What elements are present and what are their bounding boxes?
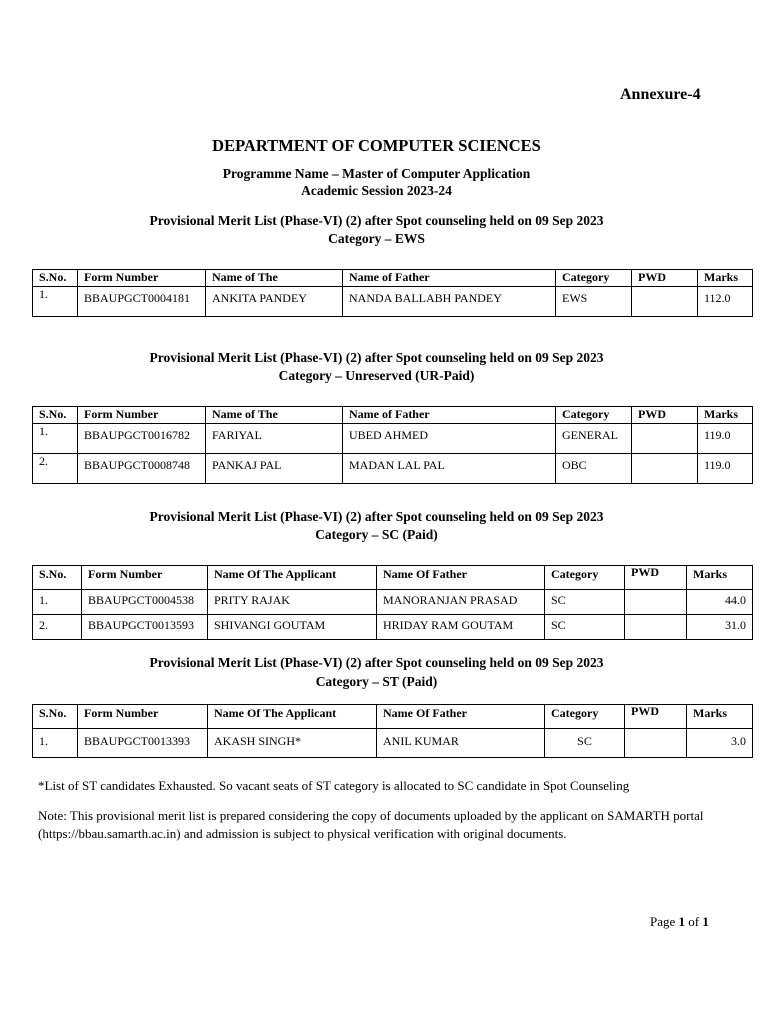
header-applicant-name: Name Of The Applicant xyxy=(208,566,377,590)
cell-sno: 1. xyxy=(33,287,78,317)
header-sno: S.No. xyxy=(33,407,78,424)
cell-marks: 31.0 xyxy=(687,615,753,640)
cell-category: SC xyxy=(545,590,625,615)
cell-category: GENERAL xyxy=(556,424,632,454)
table-header-row xyxy=(33,566,753,590)
header-applicant-name: Name of The xyxy=(206,270,343,287)
cell-applicant-name: FARIYAL xyxy=(206,424,343,454)
page-number xyxy=(650,914,709,930)
cell-category: SC xyxy=(545,615,625,640)
table-row xyxy=(33,590,753,615)
cell-father-name: MADAN LAL PAL xyxy=(343,454,556,484)
page-of-label: of xyxy=(688,914,700,929)
page-current: 1 xyxy=(678,914,686,929)
table-row xyxy=(33,287,753,317)
header-category: Category xyxy=(556,407,632,424)
cell-applicant-name: ANKITA PANDEY xyxy=(206,287,343,317)
programme-name: Programme Name – Master of Computer Application xyxy=(222,166,531,181)
header-applicant-name: Name Of The Applicant xyxy=(208,705,377,729)
cell-pwd xyxy=(632,454,698,484)
cell-applicant-name: PRITY RAJAK xyxy=(208,590,377,615)
page-total: 1 xyxy=(702,914,709,929)
section-category-sc: Category – SC (Paid) xyxy=(315,527,438,542)
cell-category: SC xyxy=(545,729,625,758)
header-father-name: Name of Father xyxy=(343,407,556,424)
header-sno: S.No. xyxy=(33,705,78,729)
table-row xyxy=(33,454,753,484)
cell-marks: 112.0 xyxy=(698,287,753,317)
cell-pwd xyxy=(632,424,698,454)
cell-father-name: UBED AHMED xyxy=(343,424,556,454)
cell-sno: 1. xyxy=(33,424,78,454)
header-form-number: Form Number xyxy=(78,270,206,287)
header-father-name: Name Of Father xyxy=(377,566,545,590)
section-title-ur: Provisional Merit List (Phase-VI) (2) after Spot counseling held on 09 Sep 2023 xyxy=(149,350,604,365)
header-marks: Marks xyxy=(687,705,753,729)
cell-applicant-name: AKASH SINGH* xyxy=(208,729,377,758)
section-title-ews: Provisional Merit List (Phase-VI) (2) after Spot counseling held on 09 Sep 2023 xyxy=(149,213,604,228)
cell-marks: 119.0 xyxy=(698,454,753,484)
header-category: Category xyxy=(545,705,625,729)
section-category-ews: Category – EWS xyxy=(328,231,425,246)
header-father-name: Name Of Father xyxy=(377,705,545,729)
department-title: DEPARTMENT OF COMPUTER SCIENCES xyxy=(212,136,541,155)
cell-pwd xyxy=(625,729,687,758)
cell-applicant-name: PANKAJ PAL xyxy=(206,454,343,484)
header-form-number: Form Number xyxy=(82,566,208,590)
annexure-label: Annexure-4 xyxy=(620,86,701,103)
cell-category: OBC xyxy=(556,454,632,484)
header-form-number: Form Number xyxy=(78,407,206,424)
header-pwd: PWD xyxy=(625,566,687,590)
cell-form-number: BBAUPGCT0013393 xyxy=(78,729,208,758)
section-title-st: Provisional Merit List (Phase-VI) (2) after Spot counseling held on 09 Sep 2023 xyxy=(149,655,604,670)
header-category: Category xyxy=(556,270,632,287)
header-marks: Marks xyxy=(687,566,753,590)
table-header-row xyxy=(33,270,753,287)
header-pwd: PWD xyxy=(625,705,687,729)
cell-marks: 44.0 xyxy=(687,590,753,615)
merit-table-sc xyxy=(32,565,753,640)
cell-marks: 3.0 xyxy=(687,729,753,758)
cell-sno: 1. xyxy=(33,729,78,758)
table-row xyxy=(33,729,753,758)
header-marks: Marks xyxy=(698,407,753,424)
cell-form-number: BBAUPGCT0013593 xyxy=(82,615,208,640)
cell-pwd xyxy=(625,615,687,640)
header-category: Category xyxy=(545,566,625,590)
header-marks: Marks xyxy=(698,270,753,287)
header-form-number: Form Number xyxy=(78,705,208,729)
header-sno: S.No. xyxy=(33,270,78,287)
cell-form-number: BBAUPGCT0016782 xyxy=(78,424,206,454)
cell-father-name: MANORANJAN PRASAD xyxy=(377,590,545,615)
table-row xyxy=(33,424,753,454)
verification-note: Note: This provisional merit list is prepared considering the copy of documents uploaded by the applicant on SAMARTH portal (https://bbau.samarth.ac.in) and admission is subject to physical verification with original documents. xyxy=(38,808,704,841)
cell-pwd xyxy=(632,287,698,317)
header-father-name: Name of Father xyxy=(343,270,556,287)
cell-sno: 1. xyxy=(33,590,82,615)
cell-father-name: NANDA BALLABH PANDEY xyxy=(343,287,556,317)
footnote: *List of ST candidates Exhausted. So vacant seats of ST category is allocated to SC candidate in Spot Counseling xyxy=(38,778,630,793)
header-applicant-name-text: Name of The xyxy=(212,407,278,421)
merit-table-st xyxy=(32,704,753,758)
section-title-sc: Provisional Merit List (Phase-VI) (2) after Spot counseling held on 09 Sep 2023 xyxy=(149,509,604,524)
cell-sno: 2. xyxy=(33,454,78,484)
cell-sno: 2. xyxy=(33,615,82,640)
merit-table-ews xyxy=(32,269,753,317)
section-category-ur: Category – Unreserved (UR-Paid) xyxy=(278,368,475,383)
table-row xyxy=(33,615,753,640)
cell-form-number: BBAUPGCT0008748 xyxy=(78,454,206,484)
merit-table-ur xyxy=(32,406,753,484)
cell-marks: 119.0 xyxy=(698,424,753,454)
cell-father-name: HRIDAY RAM GOUTAM xyxy=(377,615,545,640)
section-category-st: Category – ST (Paid) xyxy=(315,674,438,689)
cell-pwd xyxy=(625,590,687,615)
header-sno: S.No. xyxy=(33,566,82,590)
cell-form-number: BBAUPGCT0004538 xyxy=(82,590,208,615)
cell-form-number: BBAUPGCT0004181 xyxy=(78,287,206,317)
cell-father-name: ANIL KUMAR xyxy=(377,729,545,758)
academic-session: Academic Session 2023-24 xyxy=(301,183,452,198)
header-pwd: PWD xyxy=(632,407,698,424)
page-label: Page xyxy=(650,914,676,929)
header-pwd: PWD xyxy=(632,270,698,287)
table-header-row xyxy=(33,407,753,424)
table-header-row xyxy=(33,705,753,729)
cell-category: EWS xyxy=(556,287,632,317)
header-applicant-name xyxy=(206,407,343,424)
cell-applicant-name: SHIVANGI GOUTAM xyxy=(208,615,377,640)
